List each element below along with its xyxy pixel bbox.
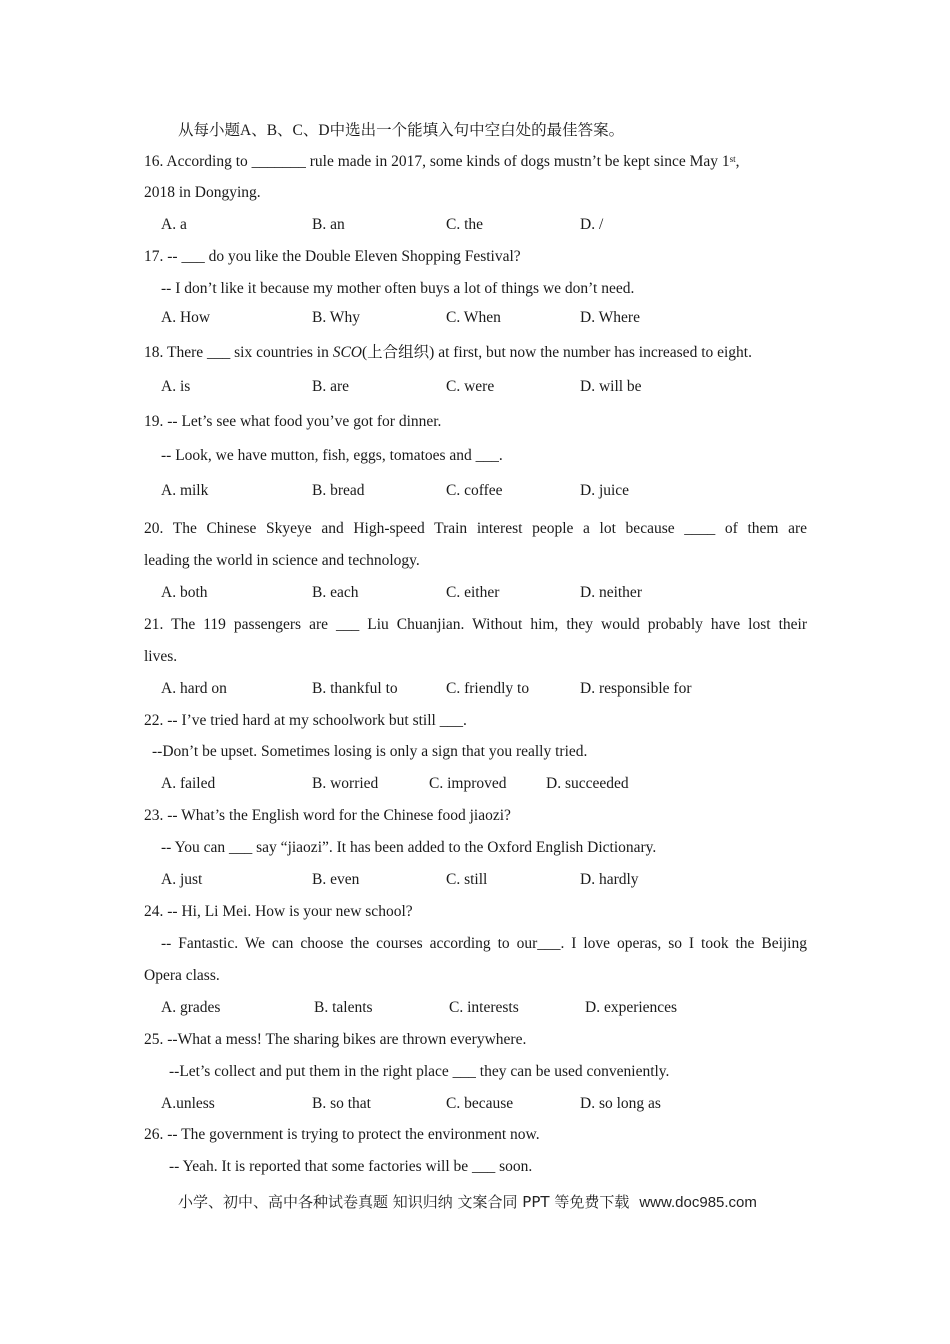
question-16-text: 16. According to _______ rule made in 2017, some kinds of dogs mustn’t be kept since May 1 bbox=[144, 153, 730, 170]
superscript-st: st bbox=[729, 154, 736, 164]
q19-option-c: C. coffee bbox=[446, 482, 503, 499]
q16-option-c: C. the bbox=[446, 216, 484, 233]
q17-option-b: B. Why bbox=[312, 309, 360, 326]
instruction-text: 从每小题A、B、C、D中选出一个能填入句中空白处的最佳答案。 bbox=[178, 122, 625, 139]
question-18-text-end: (上合组织) at first, but now the number has increased to eight. bbox=[362, 344, 752, 361]
q22-option-a: A. failed bbox=[161, 775, 216, 792]
q21-option-a: A. hard on bbox=[161, 680, 227, 697]
question-16-line-1 bbox=[144, 152, 740, 172]
q19-option-a: A. milk bbox=[161, 482, 209, 499]
q22-option-b: B. worried bbox=[312, 775, 379, 792]
q22-option-c: C. improved bbox=[429, 775, 507, 792]
question-18-text-start: 18. There ___ six countries in bbox=[144, 344, 333, 361]
q16-option-a: A. a bbox=[161, 216, 187, 233]
q18-option-b: B. are bbox=[312, 378, 350, 395]
q19-option-b: B. bread bbox=[312, 482, 365, 499]
question-23-line-1: 23. -- What’s the English word for the Chinese food jiaozi? bbox=[144, 807, 511, 824]
q25-option-b: B. so that bbox=[312, 1095, 371, 1112]
footer-url: www.doc985.com bbox=[639, 1194, 757, 1211]
question-22-line-1: 22. -- I’ve tried hard at my schoolwork but still ___. bbox=[144, 712, 467, 729]
question-25-line-1: 25. --What a mess! The sharing bikes are thrown everywhere. bbox=[144, 1031, 527, 1048]
question-26-line-2: -- Yeah. It is reported that some factories will be ___ soon. bbox=[169, 1158, 533, 1175]
q20-option-b: B. each bbox=[312, 584, 359, 601]
q23-option-a: A. just bbox=[161, 871, 203, 888]
question-19-line-1: 19. -- Let’s see what food you’ve got for dinner. bbox=[144, 413, 442, 430]
question-21-line-2: lives. bbox=[144, 648, 178, 665]
question-16-line-2: 2018 in Dongying. bbox=[144, 184, 261, 201]
question-23-line-2: -- You can ___ say “jiaozi”. It has been added to the Oxford English Dictionary. bbox=[161, 839, 657, 856]
q23-option-c: C. still bbox=[446, 871, 488, 888]
sco-abbreviation: SCO bbox=[332, 344, 362, 361]
q16-option-b: B. an bbox=[312, 216, 345, 233]
q16-option-d: D. / bbox=[580, 216, 604, 233]
question-25-line-2: --Let’s collect and put them in the right place ___ they can be used conveniently. bbox=[169, 1063, 670, 1080]
q20-option-a: A. both bbox=[161, 584, 208, 601]
q20-option-c: C. either bbox=[446, 584, 500, 601]
question-17-line-2: -- I don’t like it because my mother often buys a lot of things we don’t need. bbox=[161, 280, 635, 297]
q24-option-b: B. talents bbox=[314, 999, 373, 1016]
page-footer bbox=[178, 1192, 757, 1213]
q25-option-a: A.unless bbox=[161, 1095, 215, 1112]
q17-option-c: C. When bbox=[446, 309, 501, 326]
q24-option-d: D. experiences bbox=[585, 999, 678, 1016]
question-21-line-1: 21. The 119 passengers are ___ Liu Chuanjian. Without him, they would probably have lost their bbox=[144, 616, 807, 633]
q20-option-d: D. neither bbox=[580, 584, 642, 601]
q17-option-a: A. How bbox=[161, 309, 211, 326]
q18-option-c: C. were bbox=[446, 378, 495, 395]
question-24-line-2: -- Fantastic. We can choose the courses according to our___. I love operas, so I took the Beijing bbox=[161, 935, 807, 952]
q18-option-a: A. is bbox=[161, 378, 191, 395]
question-19-line-2: -- Look, we have mutton, fish, eggs, tomatoes and ___. bbox=[161, 447, 503, 464]
q25-option-d: D. so long as bbox=[580, 1095, 661, 1112]
question-20-line-2: leading the world in science and technology. bbox=[144, 552, 420, 569]
q21-option-d: D. responsible for bbox=[580, 680, 692, 697]
q24-option-a: A. grades bbox=[161, 999, 221, 1016]
comma: , bbox=[735, 153, 740, 170]
q17-option-d: D. Where bbox=[580, 309, 640, 326]
question-24-line-1: 24. -- Hi, Li Mei. How is your new school? bbox=[144, 903, 413, 920]
q19-option-d: D. juice bbox=[580, 482, 630, 499]
q24-option-c: C. interests bbox=[449, 999, 519, 1016]
question-24-line-3: Opera class. bbox=[144, 967, 220, 984]
question-17-line-1: 17. -- ___ do you like the Double Eleven Shopping Festival? bbox=[144, 248, 521, 265]
q23-option-b: B. even bbox=[312, 871, 360, 888]
question-26-line-1: 26. -- The government is trying to protect the environment now. bbox=[144, 1126, 540, 1143]
question-22-line-2: --Don’t be upset. Sometimes losing is only a sign that you really tried. bbox=[152, 743, 588, 760]
question-20-line-1: 20. The Chinese Skyeye and High-speed Train interest people a lot because ____ of them are bbox=[144, 520, 807, 537]
q23-option-d: D. hardly bbox=[580, 871, 639, 888]
q21-option-b: B. thankful to bbox=[312, 680, 398, 697]
footer-text: 小学、初中、高中各种试卷真题 知识归纳 文案合同 PPT 等免费下载 bbox=[178, 1193, 630, 1211]
q21-option-c: C. friendly to bbox=[446, 680, 530, 697]
q25-option-c: C. because bbox=[446, 1095, 514, 1112]
q18-option-d: D. will be bbox=[580, 378, 642, 395]
q22-option-d: D. succeeded bbox=[546, 775, 629, 792]
question-18-line-1 bbox=[144, 343, 752, 363]
